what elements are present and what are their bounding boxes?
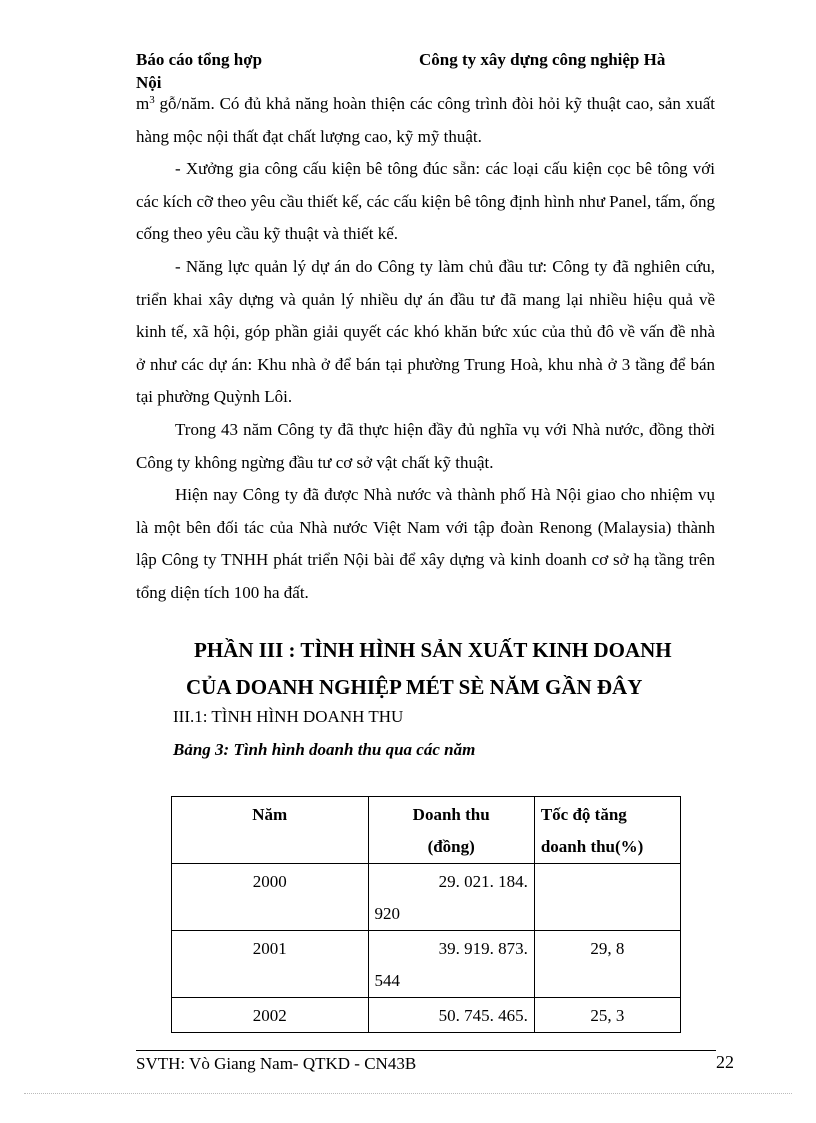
revenue-cell: 50. 745. 465. (368, 998, 534, 1033)
paragraph-4: Trong 43 năm Công ty đã thực hiện đầy đủ nghĩa vụ với Nhà nước, đồng thời Công ty không ngừng đầu tư cơ sở vật chất kỹ thuật. (136, 419, 715, 472)
table-caption: Bảng 3: Tình hình doanh thu qua các năm (173, 740, 476, 759)
table-row (172, 931, 681, 998)
footer-author: SVTH: Vò Giang Nam- QTKD - CN43B (136, 1054, 417, 1073)
year-cell: 2000 (172, 864, 369, 931)
revenue-table (171, 796, 681, 1033)
revenue-cell: 39. 919. 873. 544 (368, 931, 534, 998)
header-growth: Tốc độ tăng doanh thu(%) (534, 797, 680, 864)
header-report-title: Báo cáo tổng hợp (136, 50, 263, 69)
paragraph-3: - Năng lực quản lý dự án do Công ty làm chủ đầu tư: Công ty đã nghiên cứu, triển khai xây dựng và quản lý nhiều dự án đầu tư đã mang lại nhiều hiệu quả về kinh tế, xã hội, góp phần giải quyết các khó khăn bức xúc của thủ đô về vấn đề nhà ở như các dự án: Khu nhà ở để bán tại phường Trung Hoà, khu nhà ở 3 tầng để bán tại phường Quỳnh Lôi. (136, 256, 715, 407)
header-company-name: Công ty xây dựng công nghiệp Hà (419, 50, 666, 69)
growth-cell: 29, 8 (534, 931, 680, 998)
table-row (172, 864, 681, 931)
table-header-row (172, 797, 681, 864)
revenue-cell: 29. 021. 184. 920 (368, 864, 534, 931)
subsection-heading: III.1: TÌNH HÌNH DOANH THU (173, 707, 404, 726)
body-text (136, 88, 715, 610)
header-revenue: Doanh thu (đồng) (368, 797, 534, 864)
page-number: 22 (716, 1052, 734, 1072)
paragraph-1: $m^3$ gỗ/năm. Có đủ khả năng hoàn thiện các công trình đòi hỏi kỹ thuật cao, sản xuất hàng mộc nội thất đạt chất lượng cao, kỹ mỹ thuật. (136, 94, 715, 146)
footer-divider (136, 1050, 716, 1051)
header-company-name-wrap: Nội (136, 73, 162, 92)
paragraph-5: Hiện nay Công ty đã được Nhà nước và thành phố Hà Nội giao cho nhiệm vụ là một bên đối tác của Nhà nước Việt Nam với tập đoàn Renong (Malaysia) thành lập Công ty TNHH phát triển Nội bài để xây dựng và kinh doanh cơ sở hạ tầng trên tổng diện tích 100 ha đất. (136, 485, 715, 602)
growth-cell (534, 864, 680, 931)
year-cell: 2001 (172, 931, 369, 998)
section-title-line-1: PHẦN III : TÌNH HÌNH SẢN XUẤT KINH DOANH (194, 638, 672, 662)
section-title-line-2: CỦA DOANH NGHIỆP MÉT SÈ NĂM GẦN ĐÂY (186, 675, 643, 699)
header-year: Năm (172, 797, 369, 864)
growth-cell: 25, 3 (534, 998, 680, 1033)
table-row (172, 998, 681, 1033)
paragraph-2: - Xưởng gia công cấu kiện bê tông đúc sẵn: các loại cấu kiện cọc bê tông với các kích cỡ theo yêu cầu thiết kế, các cấu kiện bê tông định hình như Panel, tấm, ống cống theo yêu cầu kỹ thuật và thiết kế. (136, 159, 715, 244)
page-edge-divider (24, 1093, 792, 1094)
year-cell: 2002 (172, 998, 369, 1033)
